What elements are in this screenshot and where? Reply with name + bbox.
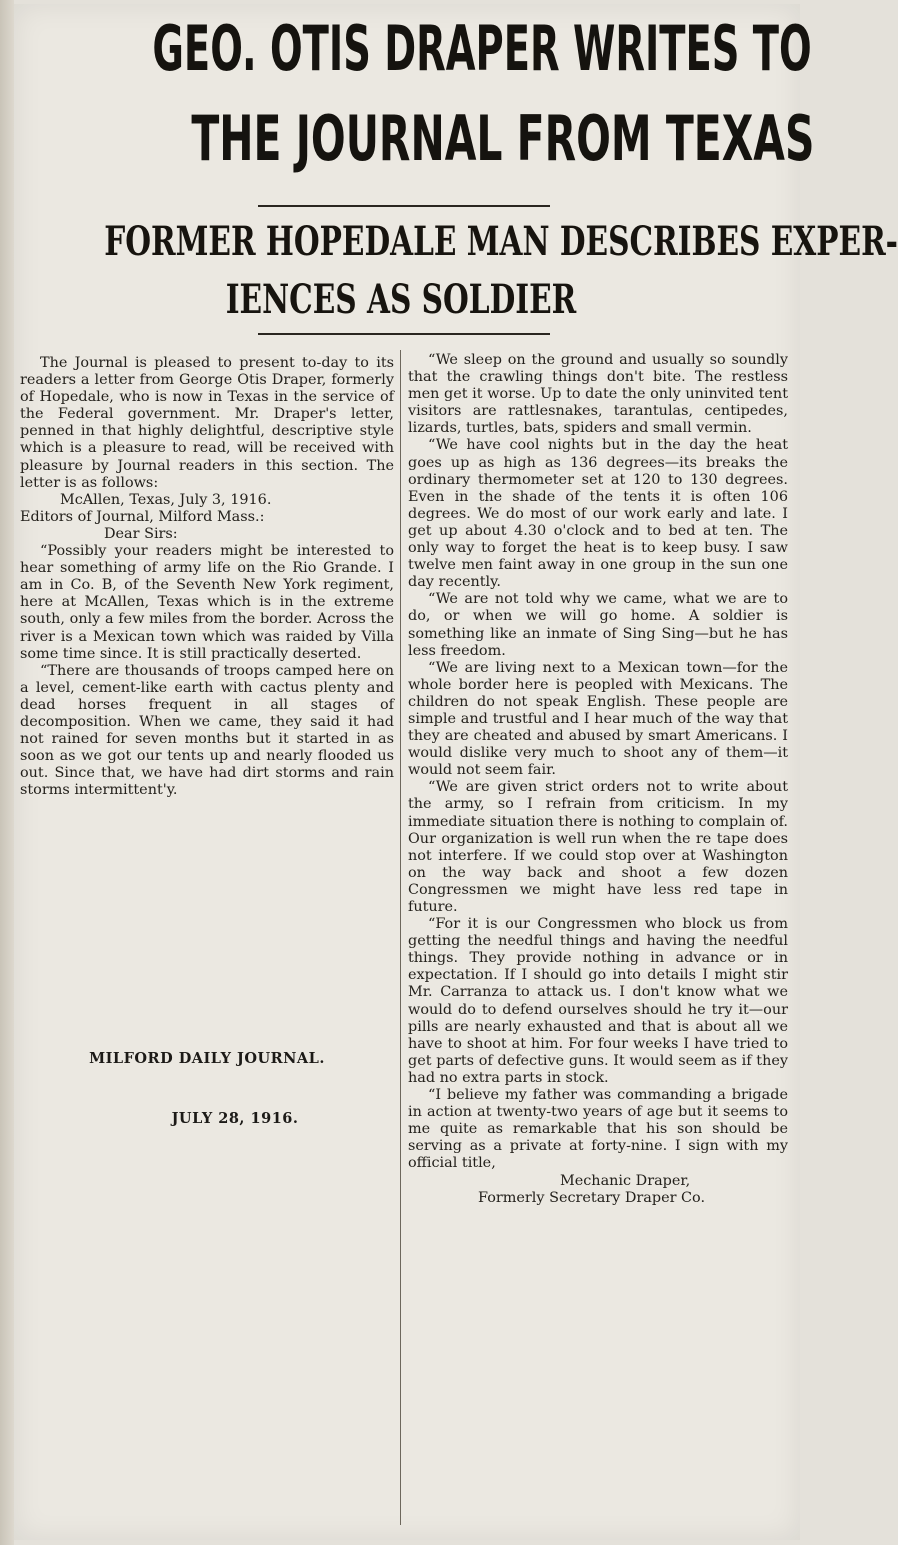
- subheadline-line-1: FORMER HOPEDALE MAN DESCRIBES EXPER-: [104, 218, 898, 265]
- headline-line-2: THE JOURNAL FROM TEXAS: [191, 102, 815, 175]
- letter-addressee: Editors of Journal, Milford Mass.:: [20, 508, 265, 525]
- headline-rule: [258, 205, 550, 207]
- letter-paragraph: “Possibly your readers might be interested to hear something of army life on the Rio Grande. I am in Co. B, of the Seventh New York regiment, here at McAllen, Texas which is in the extreme south, only a few miles from the border. Across the river is a Mexican town which was raided by Villa some time since. It is still practically deserted.: [20, 543, 394, 662]
- source-newspaper-name: MILFORD DAILY JOURNAL.: [89, 1050, 325, 1067]
- letter-signature-title: Formerly Secretary Draper Co.: [478, 1189, 706, 1206]
- letter-signature: Mechanic Draper,: [560, 1172, 691, 1189]
- letter-paragraph: “There are thousands of troops camped here on a level, cement-like earth with cactus plenty and dead horses frequent in all stages of decomposition. When we came, they said it had not rained for seven months but it started in as soon as we got our tents up and nearly flooded us out. Since that, we have had dirt storms and rain storms intermittent'y.: [20, 662, 394, 799]
- subheadline-rule: [258, 333, 550, 335]
- letter-paragraph: “We are living next to a Mexican town—for the whole border here is peopled with Mexicans. The children do not speak English. These people are simple and trustful and I hear much of the way that they are cheated and abused by smart Americans. I would dislike very much to shoot any of them—it would not seem fair.: [408, 659, 788, 779]
- letter-paragraph: “For it is our Congressmen who block us from getting the needful things and having the needful things. They provide nothing in advance or in expectation. If I should go into details I might stir Mr. Carranza to attack us. I don't know what we would do to defend ourselves should he try it—our pills are nearly exhausted and that is about all we have to shoot at him. For four weeks I have tried to get parts of defective guns. It would seem as if they had no extra parts in stock.: [408, 916, 788, 1086]
- letter-paragraph: “We sleep on the ground and usually so soundly that the crawling things don't bite. The restless men get it worse. Up to date the only uninvited tent visitors are rattlesnakes, tarantulas, centipedes, lizards, turtles, bats, spiders and small vermin.: [408, 352, 788, 437]
- scan-left-edge: [0, 0, 14, 1545]
- letter-salutation: Dear Sirs:: [104, 525, 178, 542]
- letter-paragraph: “We have cool nights but in the day the heat goes up as high as 136 degrees—its breaks the ordinary thermometer set at 120 to 130 degrees. Even in the shade of the tents it is often 106 degrees. We do most of our work early and late. I get up about 4.30 o'clock and to bed at ten. The only way to forget the heat is to keep busy. I saw twelve men faint away in one group in the sun one day recently.: [408, 437, 788, 591]
- letter-paragraph: “We are not told why we came, what we are to do, or when we will go home. A soldier is something like an inmate of Sing Sing—but he has less freedom.: [408, 591, 788, 659]
- letter-paragraph: “We are given strict orders not to write about the army, so I refrain from criticism. In my immediate situation there is nothing to complain of. Our organization is well run when the re tape does not interfere. If we could stop over at Washington on the way back and shoot a few dozen Congressmen we might have less red tape in future.: [408, 779, 788, 915]
- intro-paragraph: The Journal is pleased to present to-day to its readers a letter from George Otis Draper, formerly of Hopedale, who is now in Texas in the service of the Federal government. Mr. Draper's letter, penned in that highly delightful, descriptive style which is a pleasure to read, will be received with pleasure by Journal readers in this section. The letter is as follows:: [20, 355, 394, 491]
- subheadline-line-2: IENCES AS SOLDIER: [225, 276, 577, 323]
- letter-paragraph: “I believe my father was commanding a brigade in action at twenty-two years of age but it seems to me quite as remarkable that his son should be serving as a private at forty-nine. I sign with my official title,: [408, 1087, 788, 1172]
- article-column-right: [408, 352, 788, 1207]
- source-date: JULY 28, 1916.: [171, 1110, 299, 1127]
- letter-dateline: McAllen, Texas, July 3, 1916.: [60, 491, 272, 508]
- column-separator: [400, 350, 401, 1525]
- article-column-left: [20, 355, 394, 799]
- headline-line-1: GEO. OTIS DRAPER WRITES TO: [152, 12, 812, 85]
